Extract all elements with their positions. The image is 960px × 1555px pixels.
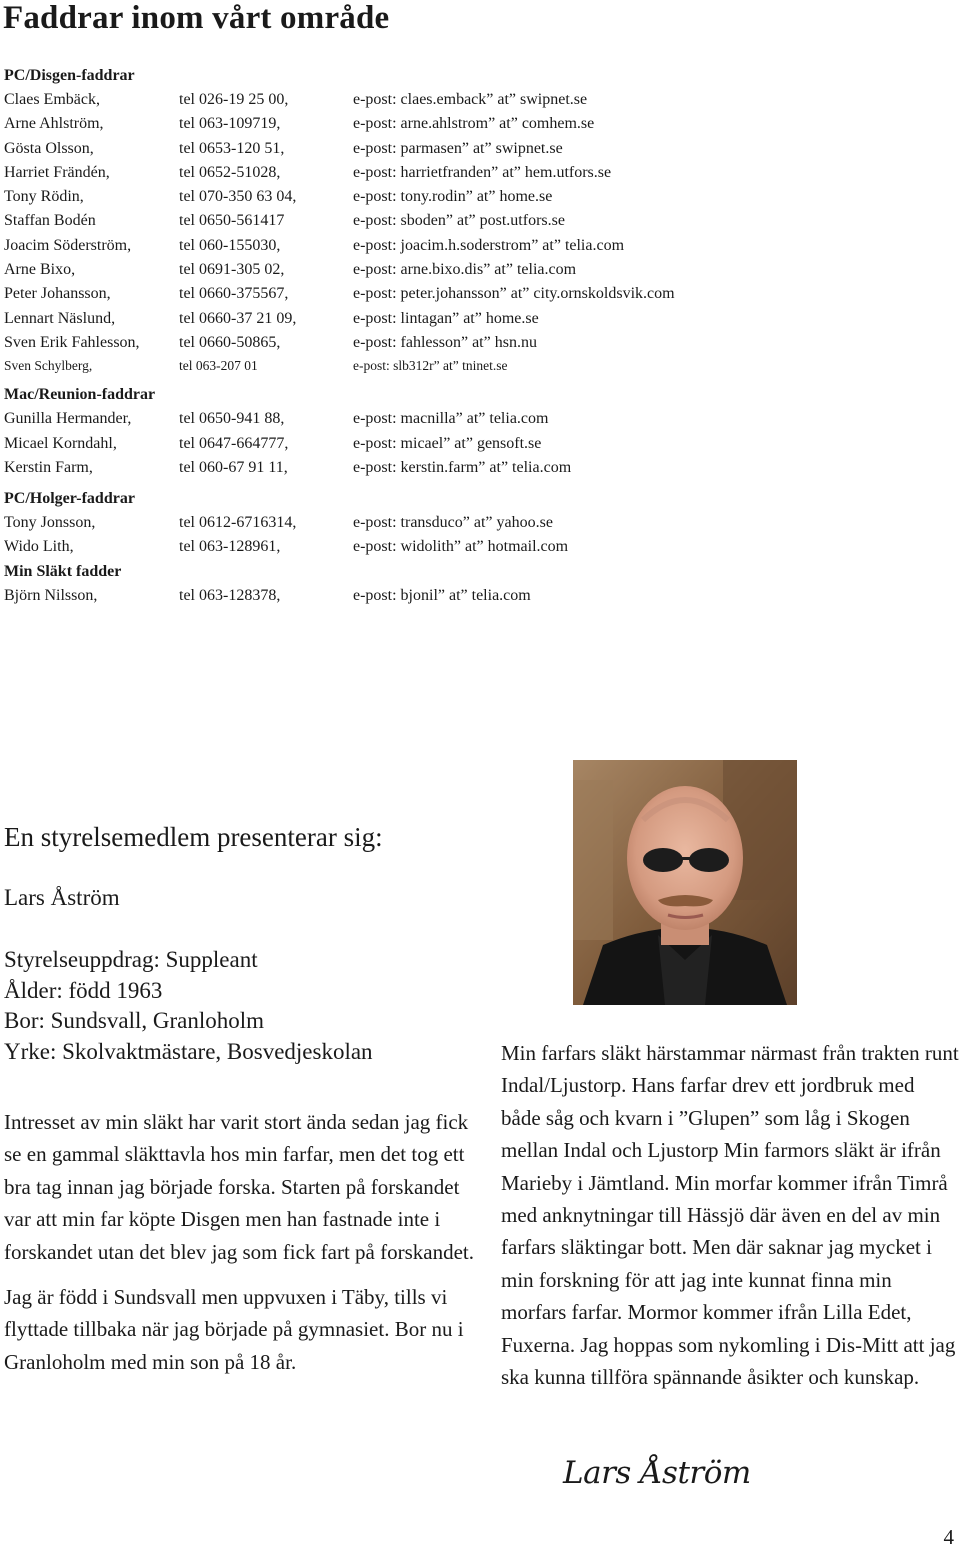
left-column-text	[4, 1106, 484, 1391]
fact-age: Ålder: född 1963	[4, 977, 163, 1003]
person-name: Lars Åström	[4, 885, 120, 910]
contact-name: Wido Lith,	[4, 538, 74, 556]
contact-row	[4, 258, 944, 282]
contact-phone: tel 0650-561417	[179, 212, 285, 230]
contact-name: Gunilla Hermander,	[4, 410, 132, 428]
contact-phone: tel 063-128378,	[179, 586, 281, 604]
section-heading: Mac/Reunion-faddrar	[4, 386, 156, 404]
contact-name: Lennart Näslund,	[4, 309, 116, 327]
contact-row	[4, 456, 944, 480]
section-spacer	[4, 480, 944, 487]
contact-email: e-post: kerstin.farm” at” telia.com	[353, 458, 572, 476]
contact-email: e-post: micael” at” gensoft.se	[353, 434, 542, 452]
contact-row	[4, 584, 944, 608]
contact-phone: tel 063-109719,	[179, 115, 281, 133]
contact-name: Tony Jonsson,	[4, 514, 96, 532]
contact-phone: tel 063-207 01	[179, 358, 258, 374]
contact-name: Harriet Frändén,	[4, 163, 110, 181]
contact-email: e-post: tony.rodin” at” home.se	[353, 188, 553, 206]
signature: Lars Åström	[563, 1455, 751, 1491]
contact-row	[4, 355, 944, 377]
contact-email: e-post: parmasen” at” swipnet.se	[353, 139, 563, 157]
fact-role: Styrelseuppdrag: Suppleant	[4, 947, 258, 972]
contact-email: e-post: lintagan” at” home.se	[353, 309, 539, 327]
right-column-text	[501, 1037, 959, 1393]
contact-row	[4, 331, 944, 355]
contact-email: e-post: peter.johansson” at” city.ornskoldsvik.com	[353, 285, 675, 303]
contact-phone: tel 0660-375567,	[179, 285, 289, 303]
fact-occupation: Yrke: Skolvaktmästare, Bosvedjeskolan	[4, 1038, 373, 1064]
contact-phone: tel 0652-51028,	[179, 163, 281, 181]
contact-row	[4, 137, 944, 161]
section-heading: PC/Holger-faddrar	[4, 490, 135, 508]
contact-email: e-post: arne.bixo.dis” at” telia.com	[353, 261, 577, 279]
contact-name: Sven Schylberg,	[4, 358, 93, 374]
contact-name: Peter Johansson,	[4, 285, 111, 303]
page-title: Faddrar inom vårt område	[3, 0, 390, 36]
contact-email: e-post: claes.emback” at” swipnet.se	[353, 91, 588, 108]
contact-email: e-post: slb312r” at” tninet.se	[353, 358, 508, 374]
contact-list	[4, 64, 944, 608]
contact-phone: tel 070-350 63 04,	[179, 188, 297, 206]
contact-phone: tel 0660-50865,	[179, 333, 281, 351]
section-heading: Min Släkt fadder	[4, 562, 122, 580]
paragraph-family: Min farfars släkt härstammar närmast från trakten runt Indal/Ljustorp. Hans farfar drev ett jordbruk med både såg och kvarn i ”Glupen” som låg i Skogen mellan Indal och Ljustorp Min farmors släkt är ifrån Marieby i Jämtland. Min morfar kommer ifrån Timrå med anknytningar till Hässjö där även en del av min farfars släktingar bott. Men där saknar jag mycket i min forskning för att jag inte kunnat finna min morfars farfar. Mormor kommer ifrån Lilla Edet, Fuxerna. Jag hoppas som nykomling i Dis-Mitt att jag ska kunna tillföra spännande åsikter och kunskap.	[501, 1041, 959, 1390]
contact-row	[4, 88, 944, 112]
contact-phone: tel 0653-120 51,	[179, 139, 285, 157]
contact-phone: tel 060-67 91 11,	[179, 458, 288, 476]
paragraph-background: Jag är född i Sundsvall men uppvuxen i Täby, tills vi flyttade tillbaka när jag började på gymnasiet. Bor nu i Granloholm med min son på 18 år.	[4, 1285, 464, 1374]
contact-name: Joacim Söderström,	[4, 236, 132, 254]
portrait-photo	[573, 760, 797, 1005]
contact-phone: tel 0660-37 21 09,	[179, 309, 297, 327]
contact-email: e-post: transduco” at” yahoo.se	[353, 514, 553, 532]
fact-residence: Bor: Sundsvall, Granloholm	[4, 1008, 265, 1033]
contact-email: e-post: fahlesson” at” hsn.nu	[353, 333, 537, 351]
contact-row	[4, 161, 944, 185]
contact-name: Micael Korndahl,	[4, 434, 117, 452]
page-number: 4	[943, 1525, 954, 1549]
contact-email: e-post: joacim.h.soderstrom” at” telia.com	[353, 236, 625, 254]
contact-email: e-post: arne.ahlstrom” at” comhem.se	[353, 115, 595, 133]
contact-name: Arne Ahlström,	[4, 115, 104, 133]
contact-row	[4, 209, 944, 233]
contact-name: Claes Embäck,	[4, 91, 100, 108]
contact-email: e-post: macnilla” at” telia.com	[353, 410, 549, 428]
contact-row	[4, 535, 944, 559]
contact-name: Sven Erik Fahlesson,	[4, 333, 140, 351]
contact-phone: tel 026-19 25 00,	[179, 91, 289, 108]
contact-row	[4, 307, 944, 331]
contact-phone: tel 0612-6716314,	[179, 514, 297, 532]
contact-email: e-post: sboden” at” post.utfors.se	[353, 212, 565, 230]
section-heading: PC/Disgen-faddrar	[4, 67, 135, 84]
contact-phone: tel 0650-941 88,	[179, 410, 285, 428]
contact-name: Kerstin Farm,	[4, 458, 93, 476]
contact-row	[4, 407, 944, 431]
contact-name: Björn Nilsson,	[4, 586, 98, 604]
contact-row	[4, 511, 944, 535]
contact-row	[4, 234, 944, 258]
contact-name: Tony Rödin,	[4, 188, 84, 206]
contact-row	[4, 432, 944, 456]
contact-phone: tel 0647-664777,	[179, 434, 289, 452]
contact-email: e-post: harrietfranden” at” hem.utfors.se	[353, 163, 612, 181]
contact-phone: tel 063-128961,	[179, 538, 281, 556]
contact-name: Staffan Bodén	[4, 212, 96, 230]
contact-phone: tel 0691-305 02,	[179, 261, 285, 279]
contact-row	[4, 282, 944, 306]
contact-email: e-post: widolith” at” hotmail.com	[353, 538, 569, 556]
contact-phone: tel 060-155030,	[179, 236, 281, 254]
paragraph-interest: Intresset av min släkt har varit stort ända sedan jag fick se en gammal släkttavla hos min farfar, men det tog ett bra tag innan jag började forska. Starten på forskandet var att min far köpte Disgen men han fastnade inte i forskandet utan det blev jag som fick fart på forskandet.	[4, 1110, 475, 1264]
portrait-image	[573, 760, 797, 1005]
contact-email: e-post: bjonil” at” telia.com	[353, 586, 531, 604]
presentation-heading: En styrelsemedlem presenterar sig:	[4, 822, 383, 852]
contact-row	[4, 112, 944, 136]
person-facts	[4, 945, 373, 1067]
contact-name: Gösta Olsson,	[4, 139, 94, 157]
contact-row	[4, 185, 944, 209]
contact-name: Arne Bixo,	[4, 261, 76, 279]
